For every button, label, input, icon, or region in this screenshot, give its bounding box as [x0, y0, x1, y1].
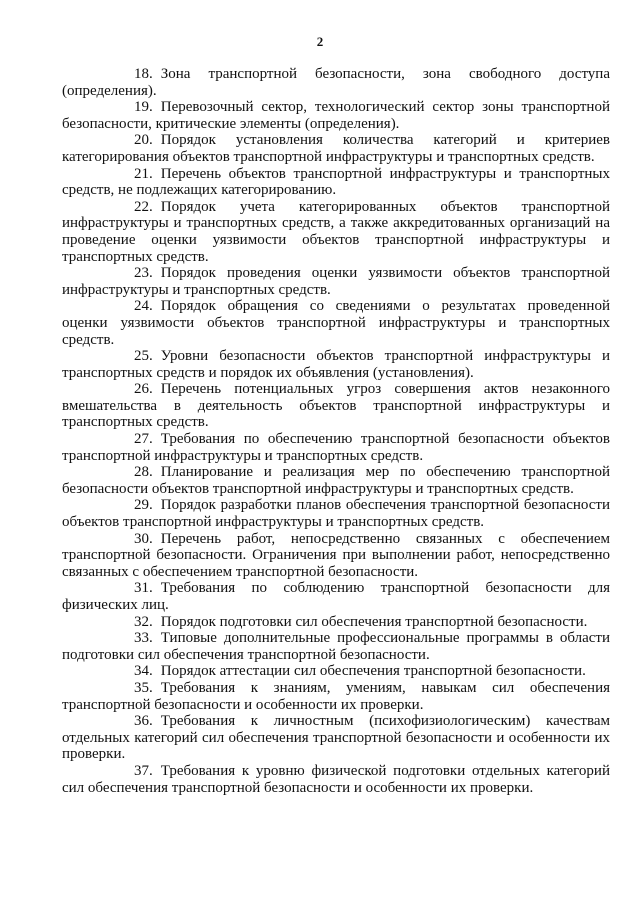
item-number: 27. [134, 431, 153, 448]
item-number: 31. [134, 580, 153, 597]
item-number: 33. [134, 630, 153, 647]
item-number: 24. [134, 298, 153, 315]
list-item [62, 763, 610, 796]
list-item [62, 265, 610, 298]
item-text: Планирование и реализация мер по обеспечению транспортной безопасности объектов транспортной инфраструктуры и транспортных средств. [62, 464, 610, 497]
item-text: Типовые дополнительные профессиональные программы в области подготовки сил обеспечения транспортной безопасности. [62, 630, 610, 663]
list-item [62, 497, 610, 530]
item-text: Перечень объектов транспортной инфраструктуры и транспортных средств, не подлежащих категорированию. [62, 165, 610, 199]
item-number: 29. [134, 497, 153, 514]
item-text: Порядок разработки планов обеспечения транспортной безопасности объектов транспортной инфраструктуры и транспортных средств. [62, 497, 610, 531]
item-text: Требования по обеспечению транспортной безопасности объектов транспортной инфраструктуры и транспортных средств. [62, 431, 610, 464]
item-number: 36. [134, 713, 153, 730]
item-text: Порядок проведения оценки уязвимости объектов транспортной инфраструктуры и транспортных средств. [62, 265, 610, 298]
item-text: Требования по соблюдению транспортной безопасности для физических лиц. [62, 580, 610, 613]
list-item [62, 99, 610, 132]
item-text: Порядок обращения со сведениями о результатах проведенной оценки уязвимости объектов транспортной инфраструктуры и транспортных средств. [62, 298, 610, 348]
list-item [62, 614, 610, 631]
item-text: Перевозочный сектор, технологический сектор зоны транспортной безопасности, критические элементы (определения). [62, 99, 610, 132]
item-text: Порядок подготовки сил обеспечения транспортной безопасности. [160, 613, 588, 630]
list-item [62, 630, 610, 663]
item-number: 21. [134, 165, 153, 182]
item-number: 26. [134, 381, 153, 398]
item-number: 20. [134, 132, 153, 149]
item-number: 35. [134, 679, 153, 696]
list-item [62, 381, 610, 431]
list-item [62, 663, 610, 680]
list-item [62, 199, 610, 265]
item-number: 30. [134, 530, 153, 547]
numbered-list [62, 66, 610, 796]
item-number: 18. [134, 66, 153, 82]
item-text: Порядок учета категорированных объектов транспортной инфраструктуры и транспортных средств, а также аккредитованных организаций на проведение оценки уязвимости объектов транспортной инфраструктуры и транспортных средств. [62, 198, 610, 265]
list-item [62, 431, 610, 464]
item-number: 22. [134, 198, 153, 215]
item-text: Перечень работ, непосредственно связанных с обеспечением транспортной безопасности. Ограничения при выполнении работ, непосредственно связанных с обеспечением транспортной безопасности. [62, 530, 610, 580]
item-number: 23. [134, 265, 153, 282]
item-number: 25. [134, 348, 153, 365]
item-text: Порядок установления количества категорий и критериев категорирования объектов транспортной инфраструктуры и транспортных средств. [62, 132, 610, 165]
list-item [62, 298, 610, 348]
list-item [62, 348, 610, 381]
list-item [62, 580, 610, 613]
page-number: 2 [316, 34, 324, 49]
item-text: Порядок аттестации сил обеспечения транспортной безопасности. [160, 663, 586, 680]
list-item [62, 531, 610, 581]
list-item [62, 713, 610, 763]
list-item [62, 66, 610, 99]
item-text: Уровни безопасности объектов транспортной инфраструктуры и транспортных средств и порядок их объявления (установления). [62, 348, 610, 381]
item-text: Требования к уровню физической подготовки отдельных категорий сил обеспечения транспортной безопасности и особенности их проверки. [62, 762, 610, 796]
list-item [62, 166, 610, 199]
list-item [62, 132, 610, 165]
item-number: 28. [134, 464, 153, 481]
item-number: 37. [134, 762, 153, 779]
item-text: Требования к личностным (психофизиологическим) качествам отдельных категорий сил обеспечения транспортной безопасности и особенности их проверки. [62, 713, 610, 763]
item-text: Требования к знаниям, умениям, навыкам сил обеспечения транспортной безопасности и особенности их проверки. [62, 679, 610, 713]
item-number: 34. [134, 663, 153, 680]
item-text: Перечень потенциальных угроз совершения актов незаконного вмешательства в деятельность объектов транспортной инфраструктуры и транспортных средств. [62, 381, 610, 431]
item-text: Зона транспортной безопасности, зона свободного доступа (определения). [62, 66, 610, 99]
list-item [62, 464, 610, 497]
list-item [62, 680, 610, 713]
item-number: 19. [134, 99, 153, 116]
item-number: 32. [134, 613, 153, 630]
